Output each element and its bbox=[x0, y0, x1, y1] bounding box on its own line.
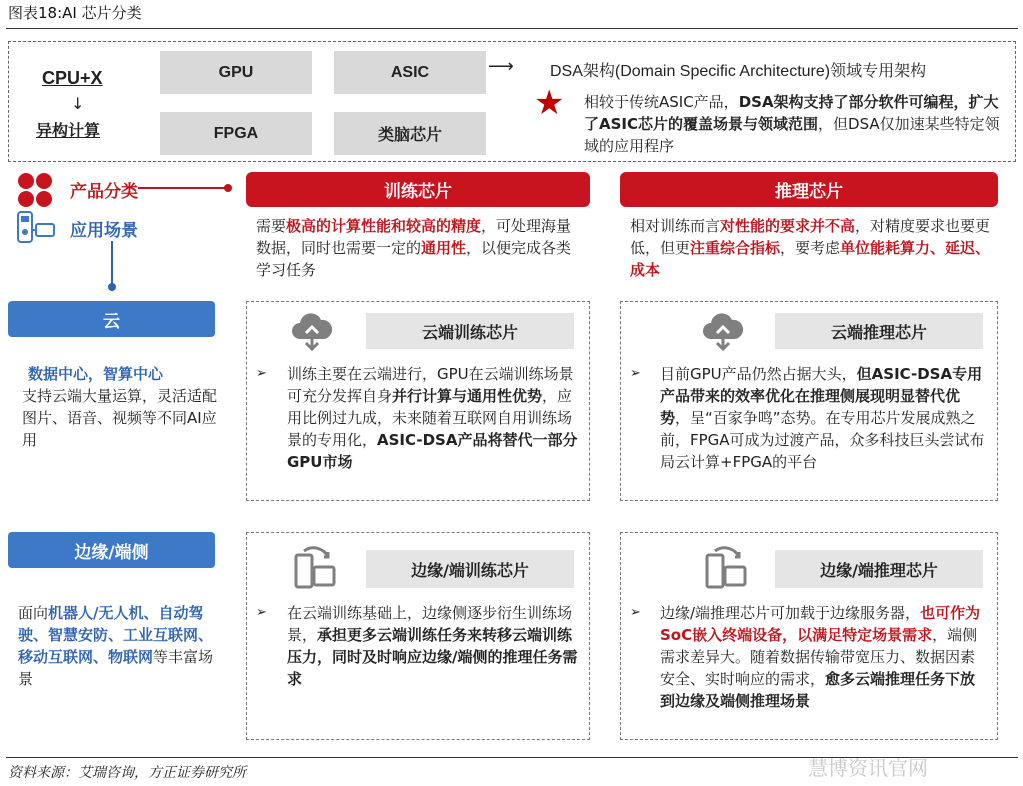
cloud-upload-icon bbox=[701, 309, 745, 353]
cloud-upload-icon bbox=[290, 309, 334, 353]
cloud-header: 云 bbox=[8, 301, 215, 337]
chip-neuromorphic: 类脑芯片 bbox=[334, 112, 486, 155]
dsa-description: 相较于传统ASIC产品，DSA架构支持了部分软件可编程，扩大了ASIC芯片的覆盖场景与领域范围，但DSA仅加速某些特定领域的应用程序 bbox=[584, 93, 1000, 155]
cloud-inference-subheader: 云端推理芯片 bbox=[775, 313, 983, 349]
inference-description: 相对训练而言对性能的要求并不高，对精度要求也要更低，但更注重综合指标，要考虑单位能耗算力、延迟、成本 bbox=[630, 217, 991, 279]
device-sync-icon bbox=[701, 543, 749, 591]
edge-inference-subheader: 边缘/端推理芯片 bbox=[775, 550, 983, 588]
training-description: 需要极高的计算性能和较高的精度，可处理海量数据，同时也需要一定的通用性，以便完成各类学习任务 bbox=[256, 217, 572, 279]
bullet-icon: ➢ bbox=[630, 366, 641, 381]
legend-application-dot bbox=[108, 283, 116, 291]
legend-application-connector bbox=[111, 241, 113, 287]
edge-header: 边缘/端侧 bbox=[8, 532, 215, 568]
product-category-icon bbox=[16, 171, 54, 209]
cloud-desc-highlight: 数据中心，智算中心 bbox=[28, 365, 164, 383]
star-icon: ★ bbox=[534, 83, 565, 123]
arrow-right-icon: ⟶ bbox=[488, 56, 514, 77]
device-sync-icon bbox=[290, 543, 338, 591]
edge-training-text: 在云端训练基础上，边缘侧逐步衍生训练场景，承担更多云端训练任务来转移云端训练压力，同时及时响应边缘/端侧的推理任务需求 bbox=[287, 604, 578, 688]
cpux-label: CPU+X bbox=[42, 68, 103, 88]
chip-gpu: GPU bbox=[160, 51, 312, 94]
application-scene-icon bbox=[16, 210, 56, 246]
arrow-down-icon: ↓ bbox=[71, 94, 85, 113]
edge-training-subheader: 边缘/端训练芯片 bbox=[366, 550, 574, 588]
cloud-training-subheader: 云端训练芯片 bbox=[366, 313, 574, 349]
chip-asic: ASIC bbox=[334, 51, 486, 94]
cloud-inference-text: 目前GPU产品仍然占据大头，但ASIC-DSA专用产品带来的效率优化在推理侧展现明显替代优势，呈“百家争鸣”态势。在专用芯片发展成熟之前，FPGA可成为过渡产品，众多科技巨头尝试布局云计算+FPGA的平台 bbox=[660, 365, 985, 471]
bullet-icon: ➢ bbox=[256, 366, 267, 381]
legend-product-label: 产品分类 bbox=[70, 182, 138, 202]
edge-inference-text: 边缘/端推理芯片可加载于边缘服务器，也可作为SoC嵌入终端设备，以满足特定场景需求，端侧需求差异大。随着数据传输带宽压力、数据因素安全、实时响应的需求，愈多云端推理任务下放到边缘及端侧推理场景 bbox=[660, 604, 981, 710]
bullet-icon: ➢ bbox=[256, 605, 267, 620]
watermark: 慧博资讯官网 bbox=[808, 756, 928, 780]
bullet-icon: ➢ bbox=[630, 605, 641, 620]
edge-description: 面向机器人/无人机、自动驾驶、智慧安防、工业互联网、移动互联网、物联网等丰富场景 bbox=[18, 604, 214, 688]
legend-product-dot bbox=[224, 184, 232, 192]
figure-title: 图表18:AI 芯片分类 bbox=[8, 4, 142, 22]
cloud-description: 支持云端大量运算，灵活适配图片、语音、视频等不同AI应用 bbox=[22, 387, 218, 449]
training-chip-header: 训练芯片 bbox=[246, 172, 590, 207]
title-divider bbox=[6, 28, 1018, 29]
heterogeneous-label: 异构计算 bbox=[36, 121, 101, 140]
chip-fpga: FPGA bbox=[160, 112, 312, 155]
legend-product-connector bbox=[138, 187, 230, 189]
source-note: 资料来源：艾瑞咨询，方正证券研究所 bbox=[8, 765, 246, 781]
inference-chip-header: 推理芯片 bbox=[620, 172, 998, 207]
cloud-training-text: 训练主要在云端进行，GPU在云端训练场景可充分发挥自身并行计算与通用性优势，应用比例过九成，未来随着互联网自用训练场景的专用化，ASIC-DSA产品将替代一部分GPU市场 bbox=[287, 365, 578, 471]
dsa-title: DSA架构(Domain Specific Architecture)领域专用架构 bbox=[550, 63, 927, 80]
legend-application-label: 应用场景 bbox=[70, 221, 138, 241]
